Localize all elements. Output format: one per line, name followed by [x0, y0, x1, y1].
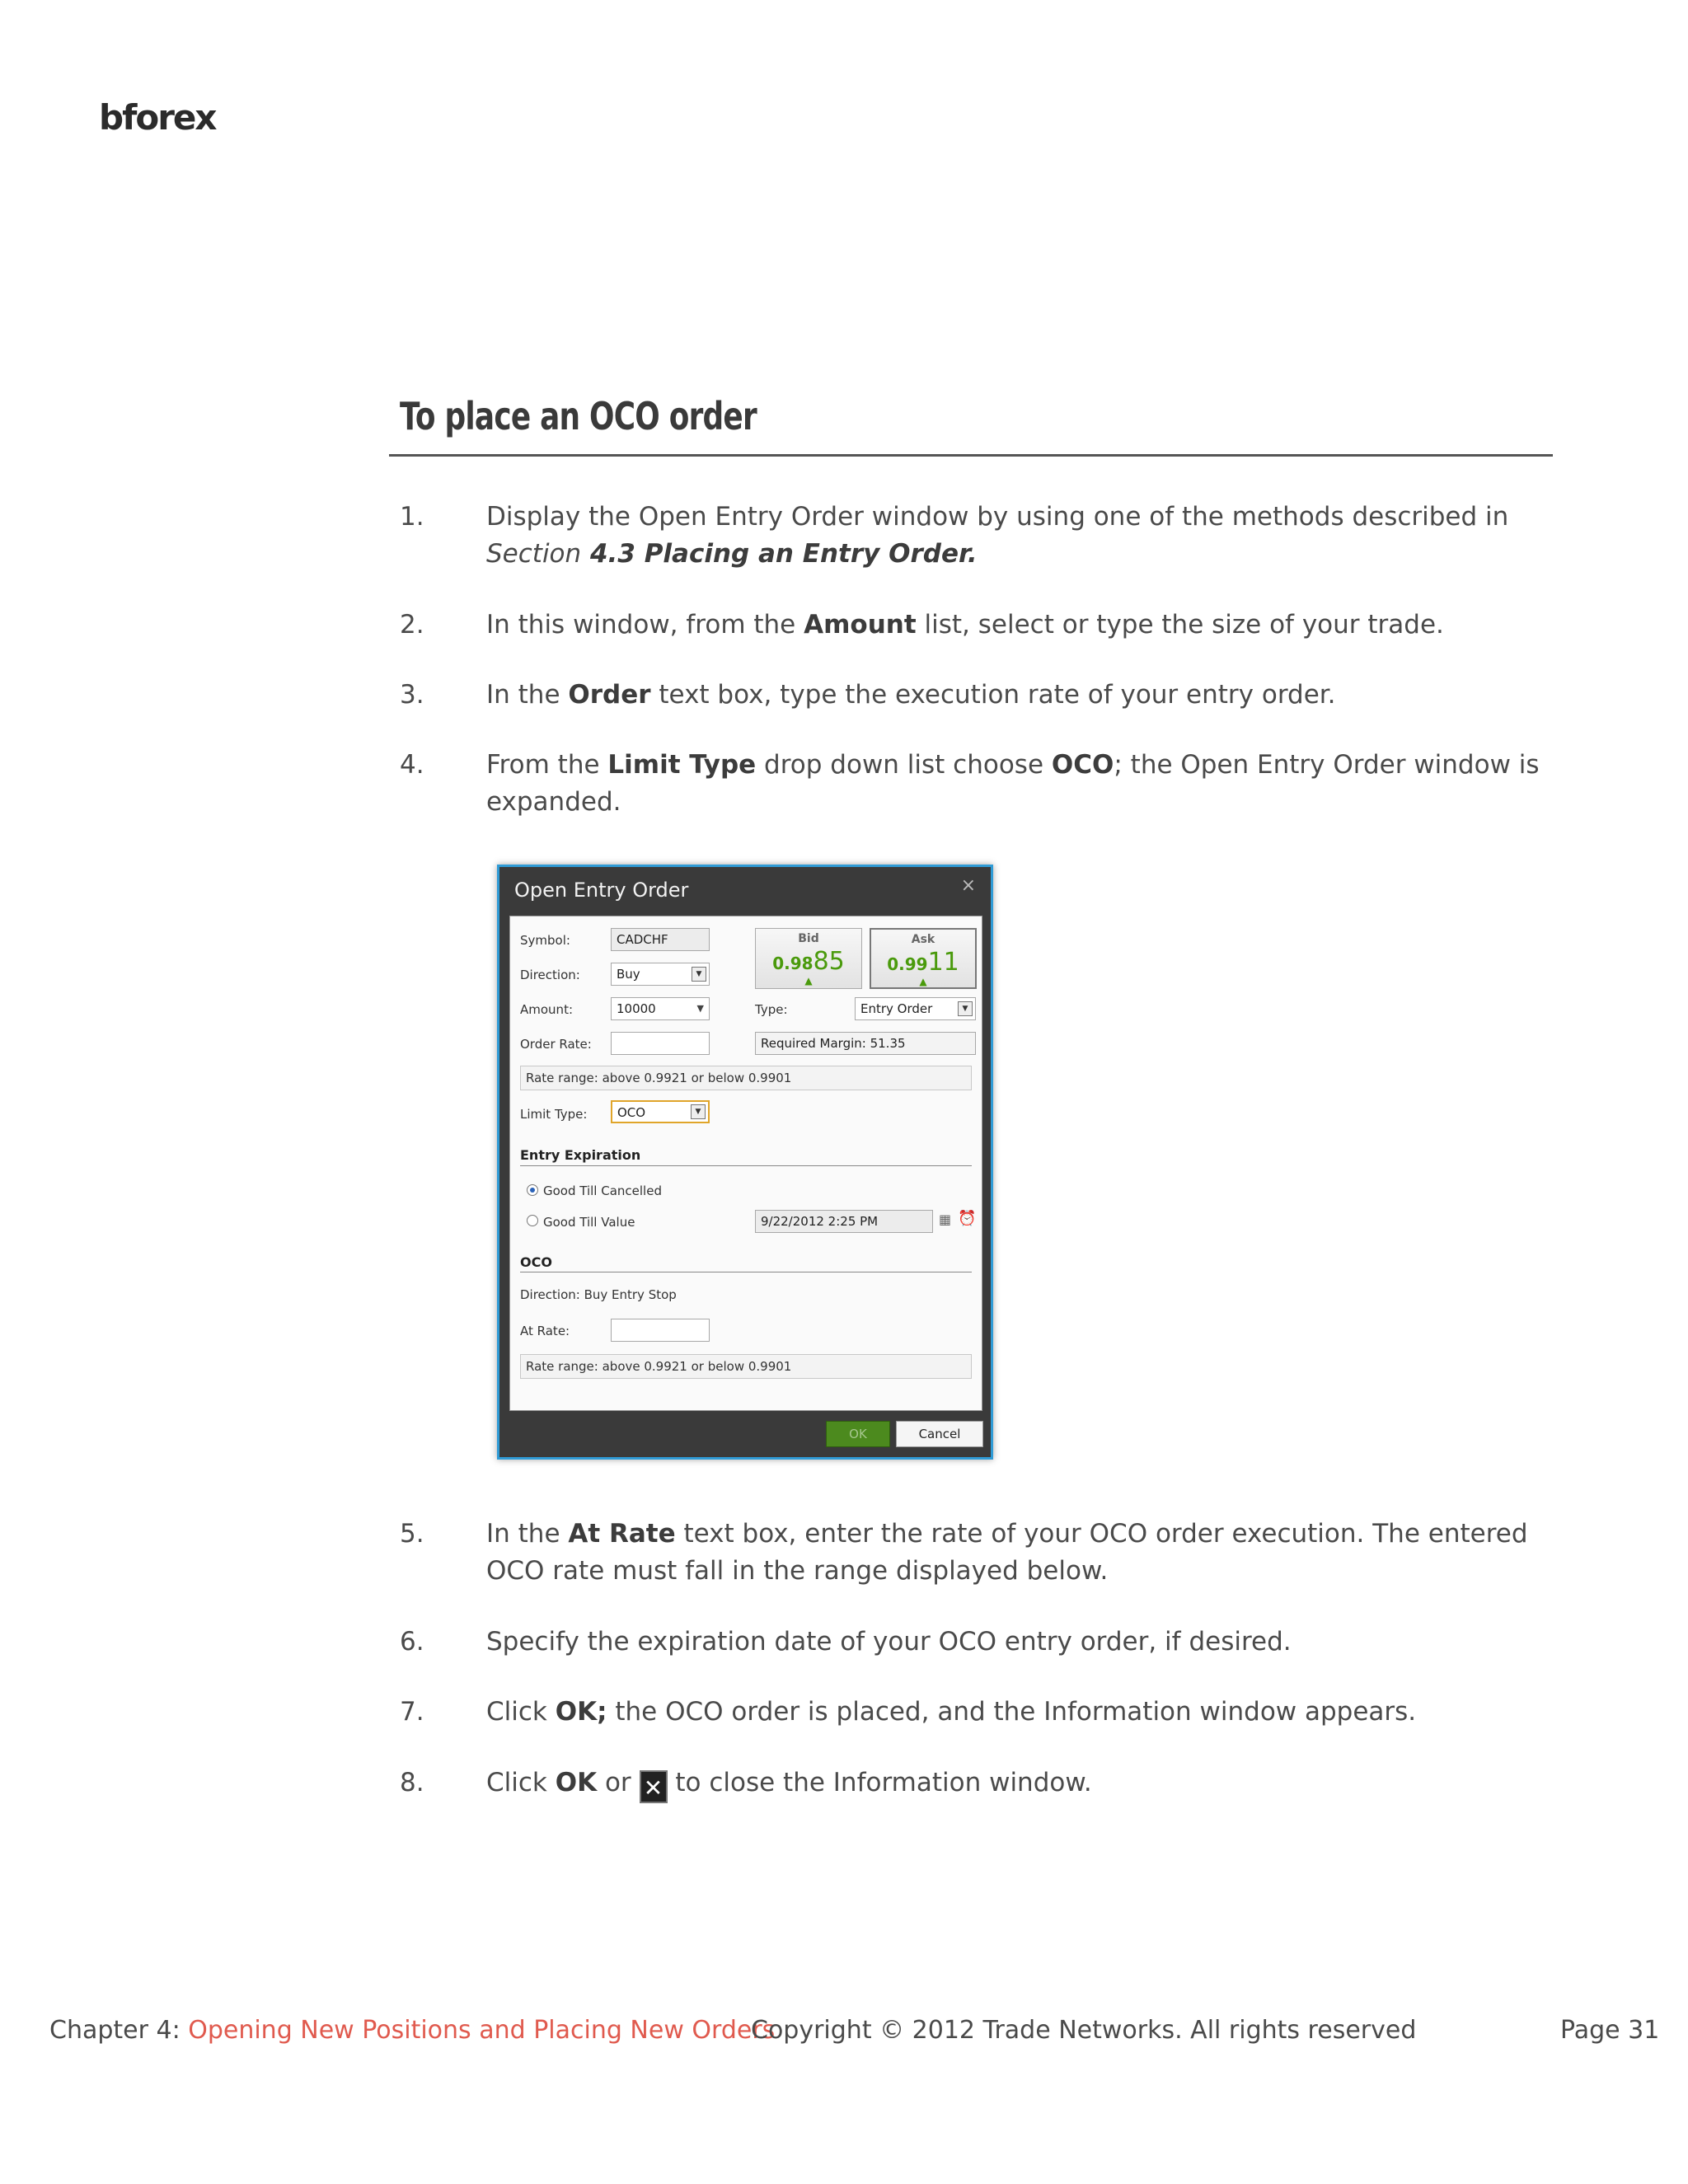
dialog-body [509, 916, 982, 1411]
entry-expiration-heading: Entry Expiration [520, 1147, 641, 1163]
step-number: 3. [400, 680, 424, 710]
oco-direction: Direction: Buy Entry Stop [520, 1287, 677, 1302]
order-rate-input[interactable] [611, 1032, 710, 1055]
bid-label: Bid [798, 932, 819, 945]
good-till-value-label: Good Till Value [543, 1215, 635, 1230]
oco-heading: OCO [520, 1254, 552, 1270]
footer-chapter [49, 2016, 775, 2045]
type-label: Type: [755, 1002, 788, 1017]
close-icon: ✕ [640, 1770, 668, 1803]
step-text: From the Limit Type drop down list choose OCO; the Open Entry Order window is expanded. [486, 750, 1540, 817]
symbol-field: CADCHF [611, 928, 710, 951]
symbol-label: Symbol: [520, 933, 570, 948]
dialog-title: Open Entry Order [514, 879, 689, 902]
bid-rate-button[interactable] [755, 928, 862, 989]
chevron-down-icon[interactable]: ▼ [692, 967, 706, 982]
calendar-icon[interactable]: ▦ [939, 1212, 952, 1227]
at-rate-label: At Rate: [520, 1324, 570, 1338]
footer-page-number: Page 31 [1560, 2016, 1660, 2045]
up-arrow-icon: ▲ [919, 976, 927, 987]
direction-value: Buy [617, 967, 640, 982]
step-text: In the At Rate text box, enter the rate of your OCO order execution. The entered OCO rate must fall in the range displayed below. [486, 1519, 1528, 1586]
ask-label: Ask [911, 933, 935, 946]
step-text: Specify the expiration date of your OCO entry order, if desired. [486, 1627, 1292, 1657]
step-text: In the Order text box, type the execution rate of your entry order. [486, 680, 1336, 710]
title-divider [389, 454, 1553, 457]
step-number: 8. [400, 1768, 424, 1797]
step-text: Click OK; the OCO order is placed, and the Information window appears. [486, 1697, 1417, 1727]
direction-select[interactable] [611, 963, 710, 986]
step-number: 7. [400, 1697, 424, 1727]
at-rate-input[interactable] [611, 1319, 710, 1342]
step-text: Click OK or ✕ to close the Information window. [486, 1768, 1092, 1802]
bid-value: 0.9885 [772, 947, 845, 976]
required-margin: Required Margin: 51.35 [755, 1032, 976, 1055]
limit-type-select[interactable] [611, 1100, 710, 1123]
order-rate-label: Order Rate: [520, 1037, 592, 1052]
expiration-date-field[interactable]: 9/22/2012 2:25 PM [755, 1210, 933, 1233]
open-entry-order-dialog [497, 865, 993, 1460]
ask-rate-button[interactable] [870, 928, 977, 989]
chevron-down-icon[interactable]: ▼ [696, 1003, 704, 1014]
alarm-clock-icon[interactable]: ⏰ [958, 1210, 977, 1227]
chapter-prefix: Chapter 4: [49, 2016, 189, 2045]
type-select[interactable] [855, 997, 976, 1020]
chevron-down-icon[interactable]: ▼ [958, 1001, 973, 1016]
up-arrow-icon: ▲ [804, 975, 813, 987]
step-number: 5. [400, 1519, 424, 1549]
good-till-cancelled-radio[interactable] [527, 1184, 538, 1196]
chevron-down-icon[interactable]: ▼ [691, 1104, 706, 1119]
ok-button[interactable]: OK [826, 1421, 890, 1447]
cancel-button[interactable]: Cancel [896, 1421, 983, 1447]
step-number: 6. [400, 1627, 424, 1657]
page-title: To place an OCO order [400, 394, 757, 438]
step-text: In this window, from the Amount list, select or type the size of your trade. [486, 610, 1444, 640]
limit-type-label: Limit Type: [520, 1107, 588, 1122]
step-text: Display the Open Entry Order window by using one of the methods described in Section 4.3 Placing an Entry Order. [486, 502, 1509, 569]
direction-label: Direction: [520, 968, 580, 982]
limit-type-value: OCO [617, 1105, 646, 1120]
rate-range-info: Rate range: above 0.9921 or below 0.9901 [520, 1066, 972, 1090]
step-number: 1. [400, 502, 424, 532]
amount-select[interactable] [611, 997, 710, 1020]
bforex-logo: bforex [99, 97, 216, 138]
divider [520, 1165, 972, 1166]
step-number: 2. [400, 610, 424, 640]
step-number: 4. [400, 750, 424, 780]
footer-copyright: Copyright © 2012 Trade Networks. All rights reserved [751, 2016, 1417, 2045]
chapter-title-link[interactable]: Opening New Positions and Placing New Orders [188, 2016, 776, 2045]
good-till-cancelled-label: Good Till Cancelled [543, 1183, 662, 1198]
good-till-value-radio[interactable] [527, 1215, 538, 1226]
ask-value: 0.9911 [887, 948, 959, 977]
amount-value: 10000 [617, 1001, 656, 1016]
type-value: Entry Order [860, 1001, 933, 1016]
amount-label: Amount: [520, 1002, 573, 1017]
close-icon[interactable]: × [960, 875, 976, 896]
oco-rate-range-info: Rate range: above 0.9921 or below 0.9901 [520, 1354, 972, 1379]
